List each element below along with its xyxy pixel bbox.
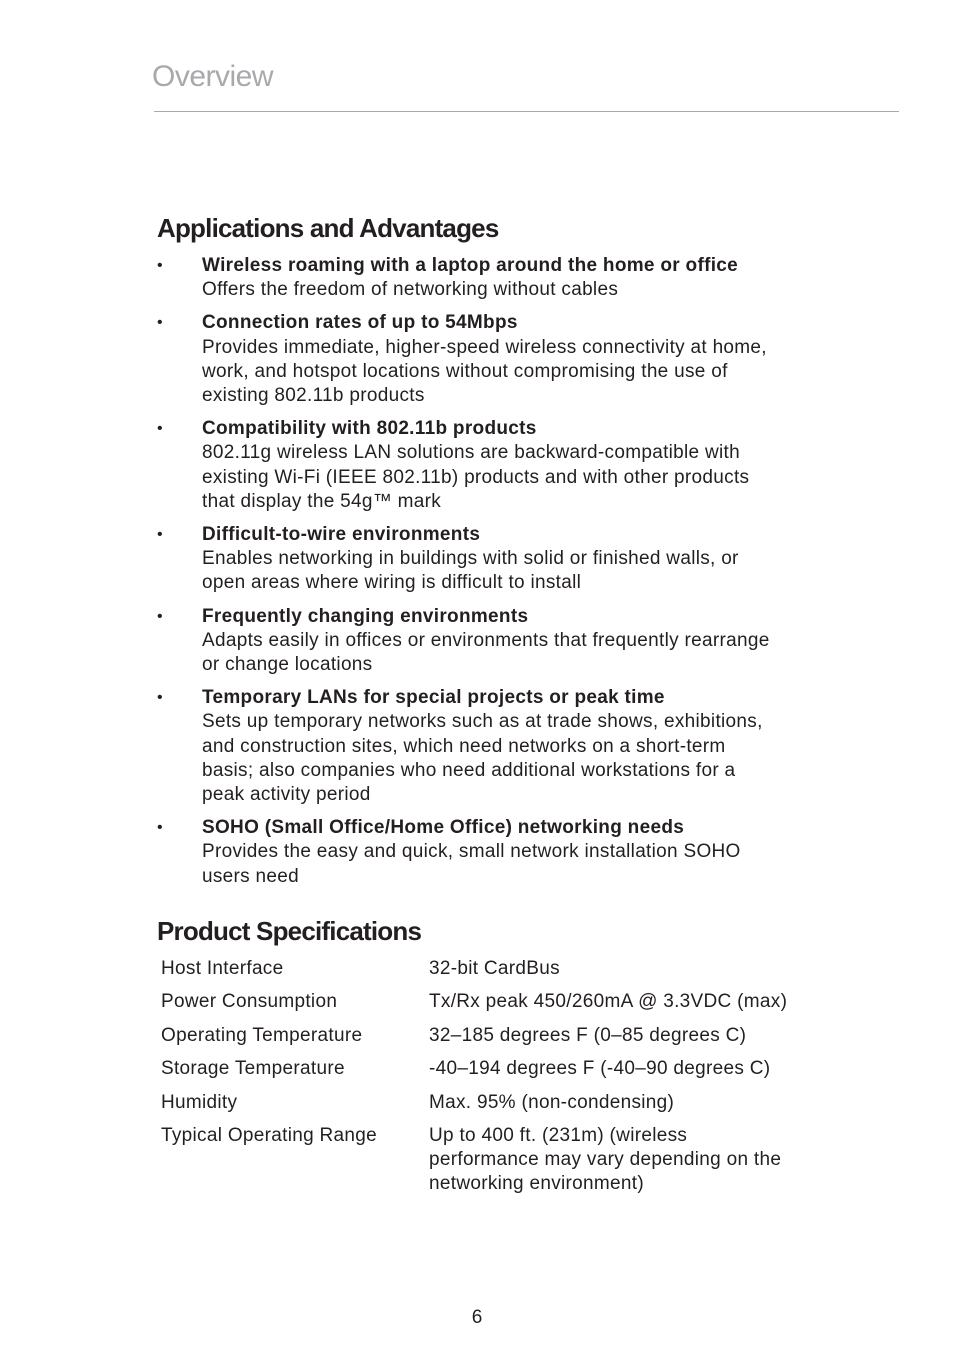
spec-value: Tx/Rx peak 450/260mA @ 3.3VDC (max) — [429, 991, 788, 1013]
list-item — [157, 523, 877, 596]
specifications-table — [161, 957, 869, 1197]
bullet-icon: • — [157, 819, 163, 837]
specifications-heading: Product Specifications — [157, 916, 422, 946]
advantage-title: Frequently changing environments — [202, 605, 529, 627]
spec-value: 32-bit CardBus — [429, 958, 560, 979]
table-row — [161, 1124, 869, 1197]
bullet-icon: • — [157, 257, 163, 274]
spec-value: -40–194 degrees F (-40–90 degrees C) — [429, 1058, 771, 1080]
bullet-icon: • — [157, 607, 163, 625]
advantage-title: Wireless roaming with a laptop around the home or office — [202, 255, 739, 276]
applications-heading: Applications and Advantages — [157, 213, 499, 243]
advantage-description: Enables networking in buildings with solid or finished walls, or open areas where wiring is difficult to install — [202, 548, 739, 594]
advantage-title: Temporary LANs for special projects or peak time — [202, 687, 665, 709]
advantage-description: Adapts easily in offices or environments that frequently rearrange or change locations — [202, 629, 770, 676]
spec-value: Max. 95% (non-condensing) — [429, 1091, 675, 1113]
bullet-icon: • — [157, 689, 163, 707]
advantages-list — [157, 254, 877, 898]
spec-label: Host Interface — [161, 958, 284, 979]
page-number: 6 — [471, 1307, 483, 1328]
advantage-description: 802.11g wireless LAN solutions are backward-compatible with existing Wi-Fi (IEEE 802.11b) products and with other products that display the 54g™ mark — [202, 442, 750, 512]
bullet-icon: • — [157, 420, 163, 438]
list-item — [157, 605, 877, 678]
advantage-description: Sets up temporary networks such as at trade shows, exhibitions, and construction sites, which need networks on a short-term basis; also companies who need additional workstations for a peak activity period — [202, 711, 763, 806]
spec-value: Up to 400 ft. (231m) (wireless performance may vary depending on the networking environment) — [429, 1124, 782, 1195]
advantage-description: Provides immediate, higher-speed wireless connectivity at home, work, and hotspot locations without compromising the use of existing 802.11b products — [202, 336, 767, 407]
spec-label: Typical Operating Range — [161, 1124, 378, 1146]
spec-label: Storage Temperature — [161, 1058, 345, 1080]
spec-label: Power Consumption — [161, 991, 338, 1013]
advantage-description: Offers the freedom of networking without cables — [202, 279, 619, 301]
list-item — [157, 686, 877, 807]
bullet-icon: • — [157, 314, 163, 332]
advantage-title: Difficult-to-wire environments — [202, 524, 481, 546]
list-item — [157, 417, 877, 514]
section-title: Overview — [152, 60, 274, 93]
advantage-title: SOHO (Small Office/Home Office) networking needs — [202, 817, 685, 839]
spec-label: Humidity — [161, 1091, 238, 1113]
list-item — [157, 254, 877, 302]
table-row — [161, 957, 869, 990]
spec-label: Operating Temperature — [161, 1024, 363, 1046]
table-row — [161, 1024, 869, 1057]
list-item — [157, 311, 877, 408]
advantage-title: Connection rates of up to 54Mbps — [202, 312, 518, 334]
table-row — [161, 990, 869, 1023]
spec-value: 32–185 degrees F (0–85 degrees C) — [429, 1024, 747, 1046]
bullet-icon: • — [157, 526, 163, 544]
table-row — [161, 1057, 869, 1090]
list-item — [157, 816, 877, 889]
header-divider — [154, 111, 899, 112]
advantage-description: Provides the easy and quick, small network installation SOHO users need — [202, 841, 741, 887]
advantage-title: Compatibility with 802.11b products — [202, 418, 537, 440]
table-row — [161, 1091, 869, 1124]
